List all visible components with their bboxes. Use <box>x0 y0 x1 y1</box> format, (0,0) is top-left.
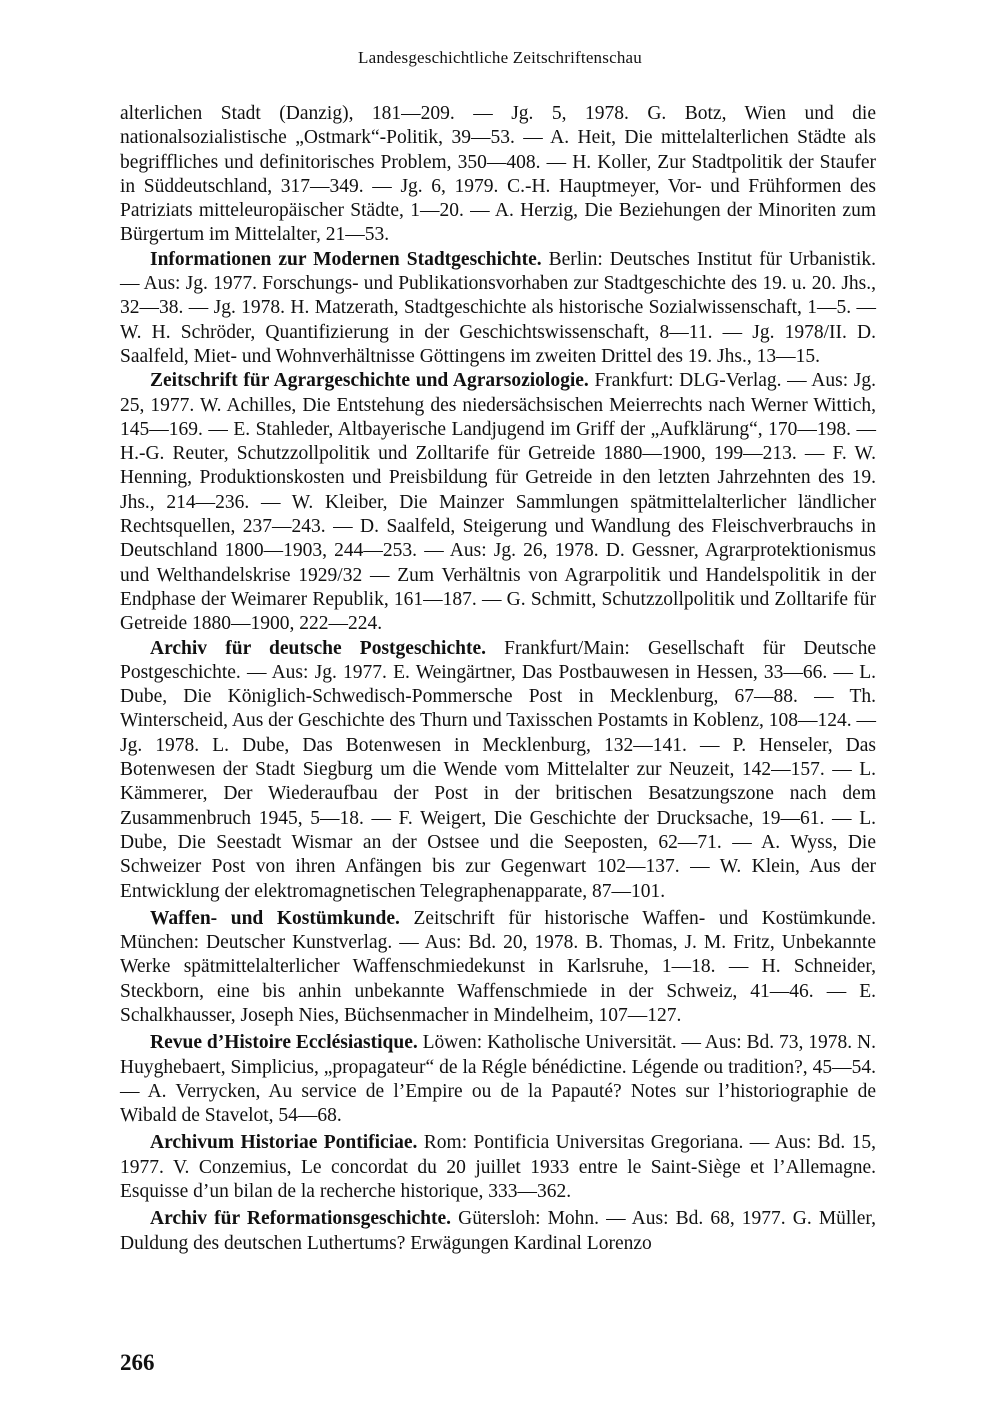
journal-entry-archivum-pontificiae <box>120 1131 876 1204</box>
journal-entry-revue-histoire <box>120 1031 876 1128</box>
journal-title: Informationen zur Modernen Stadtgeschichte. <box>150 248 542 270</box>
journal-title: Zeitschrift für Agrargeschichte und Agrarsoziologie. <box>150 370 589 392</box>
journal-title: Archivum Historiae Pontificiae. <box>150 1132 418 1154</box>
paragraph-text: Löwen: Katholische Universität. — Aus: Bd. 73, 1978. N. Huyghebaert, Simplicius, „propagateur“ de la Régle bénédictine. Légende ou tradition?, 45—54. — A. Verrycken, Au service de l’Empire ou de la Papauté? Notes sur l’historiographie de Wibald de Stavelot, 54—68. <box>120 1032 876 1127</box>
journal-entry-reformationsgeschichte <box>120 1207 876 1256</box>
paragraph-text: Gütersloh: Mohn. — Aus: Bd. 68, 1977. G. Müller, Duldung des deutschen Luthertums? Erwägungen Kardinal Lorenzo <box>120 1208 876 1254</box>
paragraph-text: Rom: Pontificia Universitas Gregoriana. — Aus: Bd. 15, 1977. V. Conzemius, Le concordat du 20 juillet 1933 entre le Saint-Siège et l’Allemagne. Esquisse d’un bilan de la recherche historique, 333—362. <box>120 1132 877 1203</box>
journal-title: Revue d’Histoire Ecclésiastique. <box>150 1032 418 1054</box>
journal-title: Archiv für Reformationsgeschichte. <box>150 1208 452 1230</box>
journal-entry-waffen-kostuemkunde <box>120 907 876 1028</box>
journal-title: Archiv für deutsche Postgeschichte. <box>150 637 486 659</box>
paragraph-continuation <box>120 102 876 248</box>
journal-entry-agrargeschichte <box>120 369 876 636</box>
paragraph-text: Frankfurt/Main: Gesellschaft für Deutsche Postgeschichte. — Aus: Jg. 1977. E. Weingärtner, Das Postbauwesen in Hessen, 33—66. — L. Dube, Die Königlich-Schwedisch-Pommersche Post in Mecklenburg, 67—88. — Th. Winterscheid, Aus der Geschichte des Thurn und Taxisschen Postamts in Koblenz, 108—124. — Jg. 1978. L. Dube, Das Botenwesen in Mecklenburg, 132—141. — P. Henseler, Das Botenwesen der Stadt Siegburg um die Wende vom Mittelalter zur Neuzeit, 142—157. — L. Kämmerer, Der Wiederaufbau der Post in der britischen Besatzungszone nach dem Zusammenbruch 1945, 5—18. — F. Weigert, Die Geschichte der Drucksache, 19—61. — L. Dube, Die Seestadt Wismar an der Ostsee und die Seeposten, 62—71. — A. Wyss, Die Schweizer Post von ihren Anfängen bis zur Gegenwart 102—137. — W. Klein, Aus der Entwicklung der elektromagnetischen Telegraphenapparate, 87—101. <box>120 637 876 902</box>
journal-entry-postgeschichte <box>120 637 876 904</box>
paragraph-text: alterlichen Stadt (Danzig), 181—209. — Jg. 5, 1978. G. Botz, Wien und die nationalsozialistische „Ostmark“-Politik, 39—53. — A. Heit, Die mittelalterlichen Städte als begriffliches und definitorisches Problem, 350—408. — H. Koller, Zur Stadtpolitik der Staufer in Süddeutschland, 317—349. — Jg. 6, 1979. C.-H. Hauptmeyer, Vor- und Frühformen des Patriziats mitteleuropäischer Städte, 1—20. — A. Herzig, Die Beziehungen der Minoriten zum Bürgertum im Mittelalter, 21—53. <box>120 103 876 246</box>
running-head: Landesgeschichtliche Zeitschriftenschau <box>358 48 642 67</box>
journal-entry-stadtgeschichte <box>120 248 876 369</box>
journal-title: Waffen- und Kostümkunde. <box>150 907 400 929</box>
paragraph-text: Berlin: Deutsches Institut für Urbanistik. — Aus: Jg. 1977. Forschungs- und Publikationsvorhaben zur Stadtgeschichte des 19. u. 20. Jhs., 32—38. — Jg. 1978. H. Matzerath, Stadtgeschichte als historische Sozialwissenschaft, 1—5. — W. H. Schröder, Quantifizierung in der Geschichtswissenschaft, 8—11. — Jg. 1978/II. D. Saalfeld, Miet- und Wohnverhältnisse Göttingens im zweiten Drittel des 19. Jhs., 13—15. <box>120 248 876 367</box>
paragraph-text: Frankfurt: DLG-Verlag. — Aus: Jg. 25, 1977. W. Achilles, Die Entstehung des niedersächsischen Meierrechts nach Werner Wittich, 145—169. — E. Stahleder, Altbayerische Landjugend im Griff der „Aufklärung“, 170—198. — H.-G. Reuter, Schutzzollpolitik und Zolltarife für Getreide 1880—1900, 199—213. — F. W. Henning, Produktionskosten und Preisbildung für Getreide in den letzten Jahrzehnten des 19. Jhs., 214—236. — W. Kleiber, Die Mainzer Sammlungen spätmittelalterlicher ländlicher Rechtsquellen, 237—243. — D. Saalfeld, Steigerung und Wandlung des Fleischverbrauchs in Deutschland 1800—1903, 244—253. — Aus: Jg. 26, 1978. D. Gessner, Agrarprotektionismus und Welthandelskrise 1929/32 — Zum Verhältnis von Agrarpolitik und Handelspolitik in der Endphase der Weimarer Republik, 161—187. — G. Schmitt, Schutzzollpolitik und Zolltarife für Getreide 1880—1900, 222—224. <box>120 370 876 635</box>
paragraph-text: Zeitschrift für historische Waffen- und Kostümkunde. München: Deutscher Kunstverlag. — Aus: Bd. 20, 1978. B. Thomas, J. M. Fritz, Unbekannte Werke spätmittelalterlicher Waffenschmiedekunst in Karlsruhe, 1—18. — H. Schneider, Steckborn, eine bis anhin unbekannte Waffenschmiede in der Schweiz, 41—46. — E. Schalkhausser, Joseph Nies, Büchsenmacher in Mindelheim, 107—127. <box>120 907 876 1026</box>
page-number: 266 <box>120 1350 155 1375</box>
body-text <box>120 102 876 1256</box>
